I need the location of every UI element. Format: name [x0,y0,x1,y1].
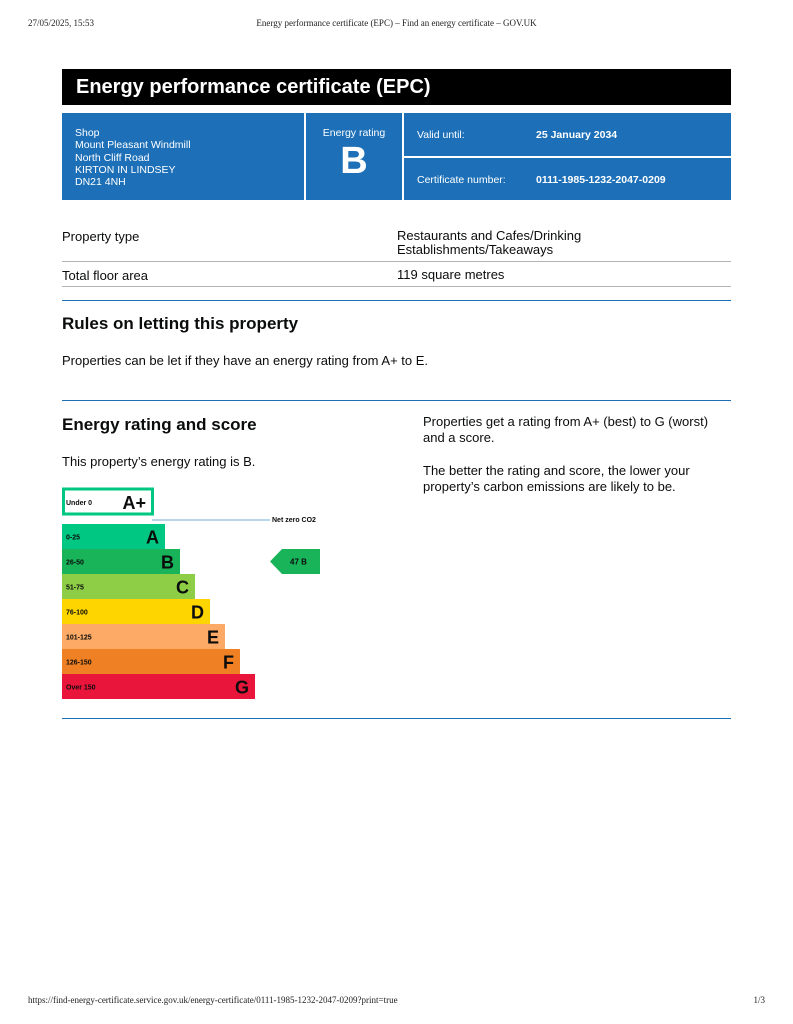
energy-rating-label: Energy rating [322,127,386,139]
summary-row-property-type [62,226,731,262]
print-page-title: Energy performance certificate (EPC) – Find an energy certificate – GOV.UK [256,18,537,28]
property-type-value: Restaurants and Cafes/Drinking Establishments/Takeaways [397,228,582,257]
energy-rating-chart [62,487,342,703]
rating-band-letter: D [191,602,204,623]
address-line: Shop [75,127,100,139]
current-rating-score: 47 B [290,557,307,567]
floor-area-value: 119 square metres [397,267,505,282]
score-side-text-2: The better the rating and score, the lower your property’s carbon emissions are likely to be. [423,463,690,494]
net-zero-label: Net zero CO2 [272,517,316,524]
address-line: KIRTON IN LINDSEY [75,163,176,176]
rating-band-letter: B [161,552,174,573]
section-divider [62,400,731,401]
certificate-number-value: 0111-1985-1232-2047-0209 [536,174,666,186]
energy-rating-letter: B [340,140,368,182]
rating-band-range: 26-50 [66,559,84,567]
address-line: Mount Pleasant Windmill [75,139,191,152]
valid-until-label: Valid until: [417,129,465,141]
letting-heading: Rules on letting this property [62,314,299,333]
certificate-number-box [404,158,731,200]
valid-until-box [404,113,731,156]
rating-band-range: Over 150 [66,684,96,692]
section-divider [62,718,731,719]
print-page-number: 1/3 [753,995,765,1005]
rating-band-letter: G [234,677,249,698]
score-heading: Energy rating and score [62,415,257,434]
print-datetime: 27/05/2025, 15:53 [28,18,95,28]
score-side-text-1: Properties get a rating from A+ (best) to G (worst) and a score. [423,414,709,445]
valid-until-value: 25 January 2034 [536,129,618,141]
floor-area-label: Total floor area [62,268,148,283]
rating-band-letter: E [206,627,219,648]
print-url: https://find-energy-certificate.service.gov.uk/energy-certificate/0111-1985-1232-2047-0209?print=true [28,995,398,1005]
rating-band-letter: A [146,527,159,548]
certificate-number-label: Certificate number: [417,174,506,186]
address-line: North Cliff Road [75,151,150,164]
property-summary-list [62,226,731,287]
summary-row-floor-area [62,262,731,287]
page-title: Energy performance certificate (EPC) [62,69,731,105]
rating-band-letter: F [223,652,234,673]
letting-text: Properties can be let if they have an energy rating from A+ to E. [62,353,429,368]
certificate-summary-panel [62,113,731,200]
rating-band-range: 101-125 [66,634,92,642]
energy-rating-box [306,113,402,200]
rating-band-letter: A+ [122,493,146,513]
score-rating-text: This property’s energy rating is B. [62,454,256,469]
property-type-label: Property type [62,229,140,244]
rating-band-range: 76-100 [66,609,88,617]
section-divider [62,300,731,301]
address-line: DN21 4NH [75,176,126,189]
rating-band-range: 126-150 [66,659,92,667]
rating-band-range: 51-75 [66,584,84,592]
property-address [62,113,304,200]
rating-band-range: Under 0 [66,500,93,507]
rating-band-range: 0-25 [66,534,81,542]
rating-band-letter: C [176,577,189,598]
